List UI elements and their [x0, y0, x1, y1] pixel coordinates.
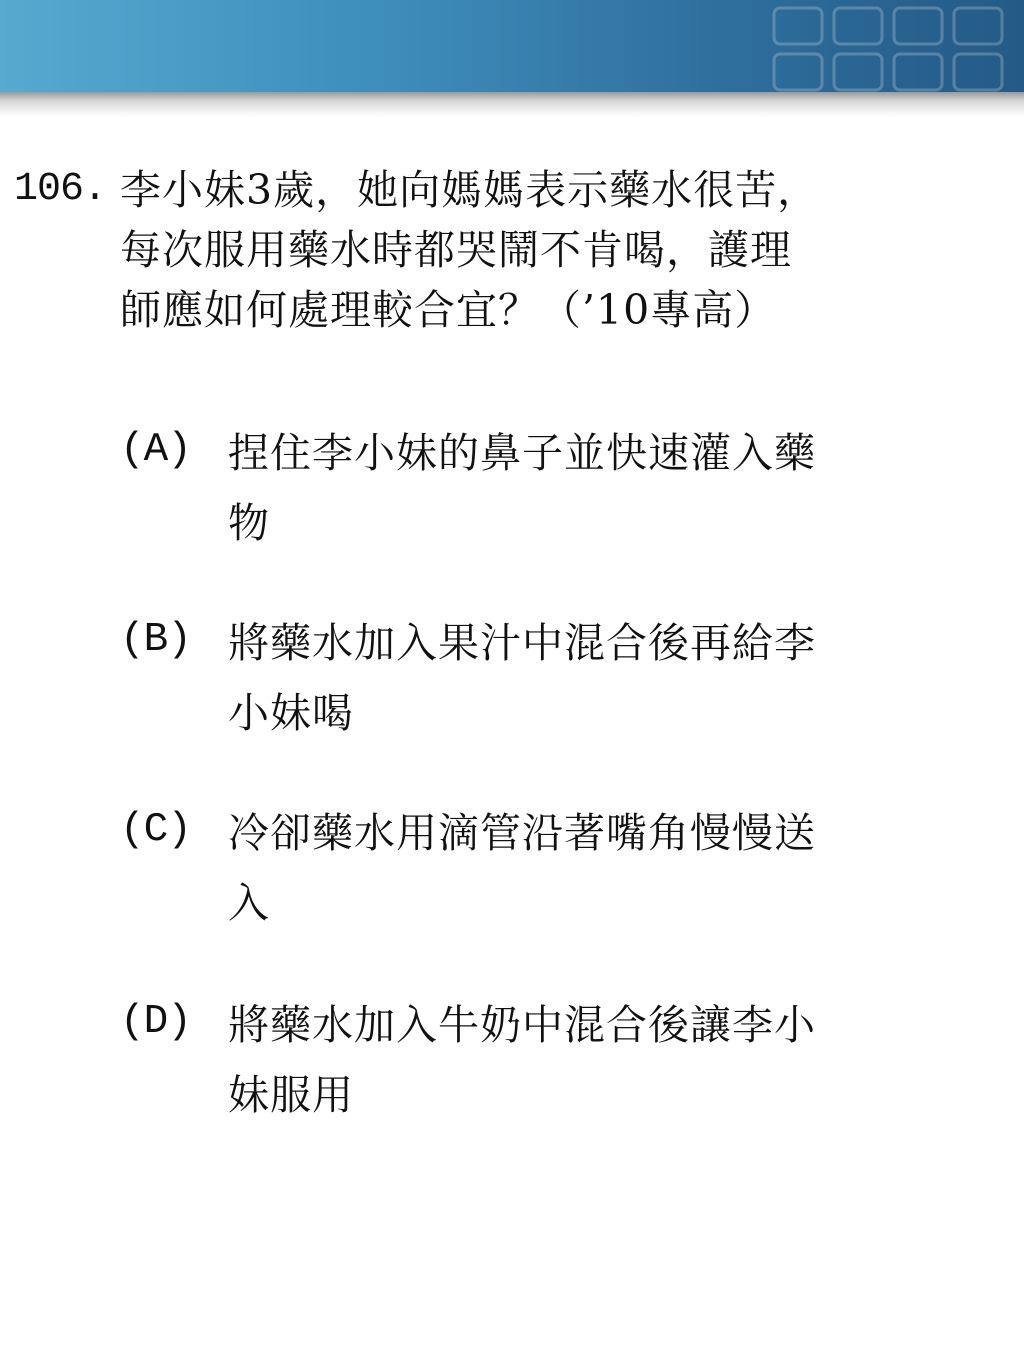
option-line: 入 [228, 879, 270, 927]
option-c-text [228, 798, 968, 938]
question-line: 每次服用藥水時都哭鬧不肯喝，護理 [120, 226, 792, 274]
option-b-text [228, 608, 968, 748]
option-line: 將藥水加入果汁中混合後再給李 [228, 619, 816, 667]
question-text [120, 160, 1000, 340]
option-line: 妹服用 [228, 1071, 354, 1119]
option-c-label: (C) [120, 807, 191, 853]
option-line: 冷卻藥水用滴管沿著嘴角慢慢送 [228, 809, 816, 857]
option-d-text [228, 990, 968, 1130]
option-a-label: (A) [120, 427, 191, 473]
option-line: 將藥水加入牛奶中混合後讓李小 [228, 1001, 816, 1049]
option-line: 小妹喝 [228, 689, 354, 737]
option-b-label: (B) [120, 617, 191, 663]
question-line: 師應如何處理較合宜？（’10專高） [120, 286, 777, 334]
option-line: 物 [228, 499, 270, 547]
question-number: 106. [14, 167, 107, 212]
option-d-label: (D) [120, 999, 191, 1045]
option-line: 捏住李小妹的鼻子並快速灌入藥 [228, 429, 816, 477]
option-a-text [228, 418, 968, 558]
question-line: 李小妹3歲，她向媽媽表示藥水很苦， [120, 166, 820, 214]
